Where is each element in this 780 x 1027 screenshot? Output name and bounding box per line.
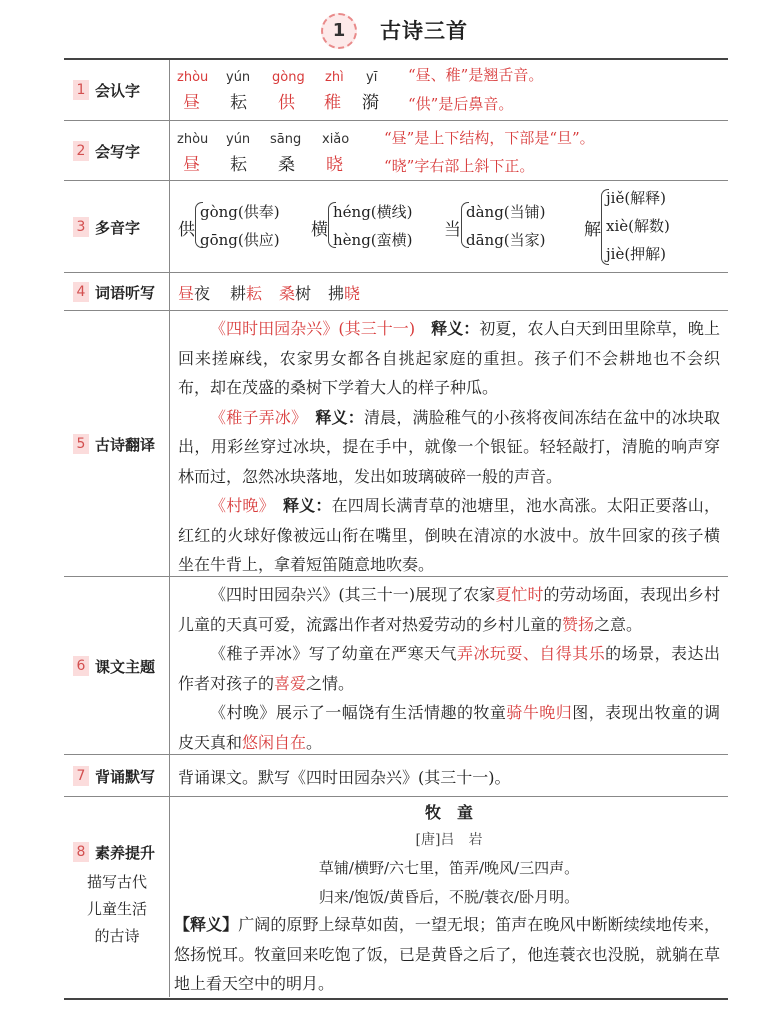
word-char: 昼	[178, 284, 195, 303]
reading: jiè(押解)	[606, 245, 667, 263]
explain-para	[174, 910, 720, 999]
row-content	[170, 181, 728, 273]
row-label	[64, 577, 170, 755]
pinyin: gòng	[272, 70, 305, 85]
row-content	[170, 60, 728, 120]
note: “昼、稚”是翘舌音。	[408, 66, 544, 84]
reading: dāng(当家)	[466, 231, 546, 249]
row-recite	[64, 754, 728, 797]
lesson-header	[0, 12, 780, 48]
explain-text: 在四周长满青草的池塘里，池水高涨。太阳正要落山，红红的火球好像被远山衔在嘴里，倒映在清凉的水波中。放牛回家的孩子横坐在牛背上，拿着短笛随意地吹奏。	[178, 496, 720, 574]
row-number: 4	[73, 282, 89, 302]
pinyin: xiǎo	[322, 132, 350, 147]
reading: gòng(供奉)	[200, 203, 280, 221]
explain-text: 广阔的原野上绿草如茵，一望无垠；笛声在晚风中断断续续地传来，悠扬悦耳。牧童回来吃饱了饭，已是黄昏之后了，他连蓑衣也没脱，就躺在草地上看天空中的明月。	[174, 915, 720, 993]
note: “昼”是上下结构，下部是“旦”。	[384, 129, 595, 147]
row-label	[64, 121, 170, 181]
row-theme	[64, 576, 728, 755]
text: 的场景，表达出作者对孩子的	[178, 644, 720, 693]
char: 昼	[183, 93, 200, 113]
word-char: 耘	[246, 284, 263, 303]
theme-text	[178, 580, 720, 757]
highlight: 赞扬	[562, 614, 595, 634]
translation-text	[178, 314, 720, 580]
row-polyphone	[64, 180, 728, 273]
poem-explanation	[174, 910, 720, 999]
explain-key: 释义：	[431, 319, 480, 338]
poem-name: 《村晚》	[210, 496, 267, 515]
word	[328, 281, 360, 304]
text: 的劳动场面，表现出乡村儿童的天真可爱，流露出作者对热爱劳动的乡村儿童的	[178, 585, 720, 634]
note: “供”是后鼻音。	[408, 95, 514, 113]
highlight: 弄冰玩耍、自得其乐	[456, 644, 606, 663]
row-title: 课文主题	[95, 657, 156, 676]
explain-key: 释义：	[282, 496, 332, 515]
poly-char: 横	[311, 220, 328, 240]
pinyin: yún	[226, 132, 251, 147]
pinyin: zhòu	[177, 70, 209, 85]
pinyin: yī	[366, 70, 378, 85]
char: 漪	[362, 93, 379, 113]
highlight: 喜爱	[274, 673, 307, 693]
word-char: 晓	[344, 284, 361, 303]
explain-key: 【释义】	[174, 915, 239, 934]
row-label	[64, 273, 170, 311]
word	[178, 281, 210, 304]
word	[230, 281, 262, 304]
explain-text: 初夏，农人白天到田里除草，晚上回来搓麻线，农家男女都各自挑起家庭的重担。孩子们不会耕地也不会织布，却在茂盛的桑树下学着大人的样子种瓜。	[178, 319, 720, 397]
text: 《四时田园杂兴》(其三十一)展现了农家	[210, 585, 496, 604]
poly-char: 供	[178, 220, 195, 240]
row-title: 素养提升	[95, 844, 156, 862]
poem-name: 《四时田园杂兴》(其三十一)	[210, 319, 416, 338]
row-content	[170, 797, 728, 997]
row-number: 2	[73, 141, 89, 161]
lesson-number-badge: 1	[321, 13, 357, 49]
pinyin: zhì	[325, 70, 344, 85]
explain-key: 释义：	[315, 407, 364, 427]
row-label	[64, 311, 170, 577]
row-content	[170, 577, 728, 755]
pinyin: yún	[226, 70, 251, 85]
pinyin: zhòu	[177, 132, 209, 147]
row-number: 1	[73, 80, 89, 100]
row-number: 5	[73, 434, 89, 454]
row-translation	[64, 310, 728, 577]
char: 耘	[230, 155, 247, 175]
row-content	[170, 755, 728, 797]
row-number: 6	[73, 656, 89, 676]
study-table	[64, 58, 728, 1000]
highlight: 夏忙时	[495, 585, 544, 604]
row-title: 背诵默写	[95, 767, 156, 786]
word-char: 桑	[279, 284, 296, 303]
pinyin: sāng	[270, 132, 302, 147]
word	[279, 281, 311, 304]
sub-label-line: 的古诗	[94, 927, 140, 945]
lesson-title: 古诗三首	[380, 19, 468, 43]
poem-author: [唐]吕 岩	[415, 832, 483, 848]
highlight: 骑牛晚归	[506, 703, 573, 722]
row-label	[64, 755, 170, 797]
row-content	[170, 311, 728, 577]
reading: jiě(解释)	[606, 189, 667, 207]
sub-label-line: 描写古代	[86, 873, 147, 891]
text: 《村晚》展示了一幅饶有生活情趣的牧童	[210, 703, 507, 722]
translation-para	[178, 491, 720, 580]
char: 稚	[324, 93, 341, 113]
row-label	[64, 181, 170, 273]
row-title: 会认字	[95, 81, 141, 100]
row-extension	[64, 796, 728, 997]
word-char: 夜	[194, 284, 211, 303]
char: 晓	[326, 155, 343, 175]
word-char: 耕	[230, 284, 247, 303]
row-dictation	[64, 272, 728, 311]
translation-para	[178, 314, 720, 403]
row-label	[64, 60, 170, 120]
text: 之意。	[594, 614, 643, 634]
text: 《稚子弄冰》写了幼童在严寒天气	[210, 644, 457, 663]
highlight: 悠闲自在	[242, 732, 307, 752]
row-title: 多音字	[95, 218, 141, 237]
theme-para	[178, 698, 720, 757]
reading: dàng(当铺)	[466, 203, 546, 221]
row-write	[64, 120, 728, 181]
char: 耘	[230, 93, 247, 113]
char: 供	[278, 93, 295, 113]
explain-text: 清晨，满脸稚气的小孩将夜间冻结在盆中的冰块取出，用彩丝穿过冰块，提在手中，就像一个银钲。轻轻敲打，清脆的响声穿林而过，忽然冰块落地，发出如玻璃破碎一般的声音。	[178, 407, 720, 486]
reading: hèng(蛮横)	[333, 231, 413, 249]
row-recognize	[64, 60, 728, 120]
row-content	[170, 273, 728, 311]
row-number: 8	[73, 842, 89, 862]
char: 桑	[278, 155, 295, 175]
row-number: 7	[73, 766, 89, 786]
reading: xiè(解数)	[606, 217, 670, 235]
poem-line: 归来/饱饭/黄昏后，不脱/蓑衣/卧月明。	[318, 888, 580, 906]
translation-para	[178, 403, 720, 492]
poem-title: 牧 童	[424, 803, 473, 822]
char: 昼	[183, 155, 200, 175]
poem-name: 《稚子弄冰》	[210, 407, 300, 427]
row-content	[170, 121, 728, 181]
row-title: 词语听写	[95, 283, 156, 302]
row-title: 会写字	[95, 142, 141, 161]
theme-para	[178, 580, 720, 639]
theme-para	[178, 639, 720, 698]
reading: gōng(供应)	[200, 231, 280, 249]
row-number: 3	[73, 217, 89, 237]
word-char: 拂	[328, 284, 345, 303]
word-char: 树	[295, 284, 312, 303]
sub-label-line: 儿童生活	[86, 900, 147, 918]
reading: héng(横线)	[333, 203, 413, 221]
poly-char: 解	[584, 220, 601, 240]
poem-line: 草铺/横野/六七里，笛弄/晚风/三四声。	[318, 859, 580, 877]
poly-char: 当	[444, 220, 461, 240]
row-title: 古诗翻译	[95, 435, 156, 454]
text: 之情。	[306, 673, 355, 693]
recite-text: 背诵课文。默写《四时田园杂兴》(其三十一)。	[178, 768, 511, 787]
note: “晓”字右部上斜下正。	[384, 157, 535, 175]
text: 图，表现出牧童的调皮天真和	[178, 703, 720, 752]
text: 。	[306, 732, 323, 752]
